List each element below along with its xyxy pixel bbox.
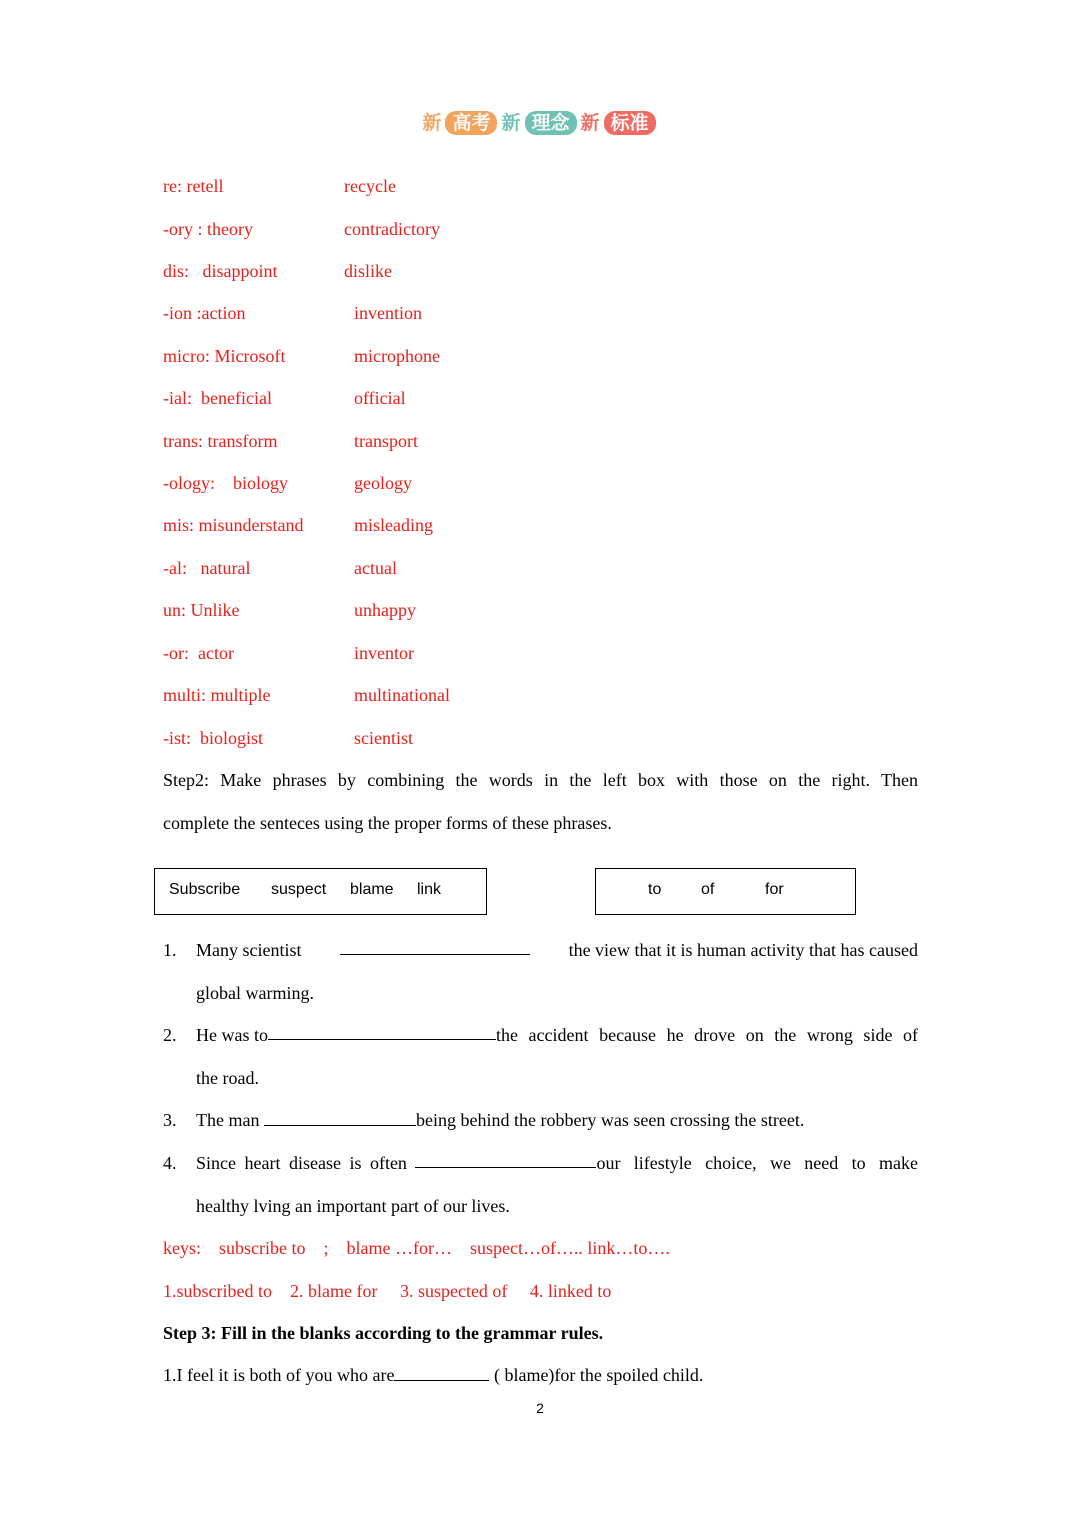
keys-line2: 1.subscribed to 2. blame for 3. suspected of 4. linked to (163, 1281, 612, 1301)
word-right: scientist (354, 728, 413, 748)
word-left: -or: actor (163, 643, 234, 663)
word-left: mis: misunderstand (163, 515, 304, 535)
word-right: transport (354, 431, 418, 451)
question-text: Many scientist (196, 940, 302, 960)
word-left: trans: transform (163, 431, 278, 451)
question-number: 4. (163, 1153, 177, 1173)
box-word: blame (350, 881, 394, 898)
word-left: -ion :action (163, 303, 246, 323)
box-word: link (417, 881, 442, 898)
answer-blank[interactable] (415, 1153, 596, 1168)
answer-blank[interactable] (264, 1111, 416, 1126)
box-word: suspect (271, 881, 327, 898)
right-word-box (595, 868, 856, 915)
word-right: misleading (354, 515, 433, 535)
header-logo (0, 108, 1080, 135)
logo-pill-1: 高考 (445, 111, 497, 135)
question-text: Since heart disease is often (196, 1153, 416, 1173)
word-right: official (354, 388, 406, 408)
box-word: for (765, 881, 784, 898)
question-text: The man (196, 1110, 264, 1130)
question-3-line1 (196, 1110, 804, 1131)
left-word-box (154, 868, 487, 915)
box-word: Subscribe (169, 881, 241, 898)
word-left: -al: natural (163, 558, 251, 578)
word-right: unhappy (354, 600, 416, 620)
answer-blank[interactable] (268, 1025, 496, 1040)
question-text: He was to (196, 1025, 268, 1045)
word-right: invention (354, 303, 422, 323)
question-number: 1. (163, 940, 177, 960)
logo-char-2: 新 (501, 112, 521, 134)
step3-question-1 (163, 1365, 703, 1386)
answer-blank[interactable] (340, 940, 530, 955)
word-left: micro: Microsoft (163, 346, 286, 366)
question-text: our lifestyle choice, we need to make (596, 1153, 918, 1173)
logo-char-1: 新 (422, 112, 442, 134)
question-text: the accident because he drove on the wrong side of (495, 1025, 918, 1045)
word-left: re: retell (163, 176, 224, 196)
page-number: 2 (536, 1400, 544, 1416)
answer-blank[interactable] (394, 1366, 489, 1381)
box-word: of (701, 881, 715, 898)
box-word: to (648, 881, 662, 898)
word-right: actual (354, 558, 397, 578)
question-4-line1 (196, 1153, 918, 1174)
step2-instruction-line1: Step2: Make phrases by combining the words in the left box with those on the right. Then (163, 770, 918, 790)
word-right: contradictory (344, 219, 440, 239)
logo-char-3: 新 (580, 112, 600, 134)
question-text: 1.I feel it is both of you who are (163, 1365, 395, 1385)
word-left: -ology: biology (163, 473, 288, 493)
question-text: healthy lving an important part of our lives. (196, 1196, 510, 1216)
question-text: global warming. (196, 983, 314, 1003)
question-text: ( blame)for the spoiled child. (489, 1365, 704, 1385)
question-text: being behind the robbery was seen crossing the street. (415, 1110, 805, 1130)
word-right: multinational (354, 685, 450, 705)
question-number: 2. (163, 1025, 177, 1045)
word-left: -ist: biologist (163, 728, 264, 748)
word-left: multi: multiple (163, 685, 271, 705)
logo-pill-3: 标准 (604, 111, 656, 135)
word-left: -ory : theory (163, 219, 253, 239)
word-right: geology (354, 473, 412, 493)
question-number: 3. (163, 1110, 177, 1130)
word-left: -ial: beneficial (163, 388, 272, 408)
word-left: dis: disappoint (163, 261, 278, 281)
step3-heading: Step 3: Fill in the blanks according to the grammar rules. (163, 1323, 604, 1343)
question-2-line1 (196, 1025, 918, 1046)
word-right: microphone (354, 346, 440, 366)
keys-line1: keys: subscribe to ; blame …for… suspect…of….. link…to…. (163, 1238, 670, 1258)
question-text: the road. (196, 1068, 259, 1088)
word-right: dislike (344, 261, 392, 281)
step2-instruction-line2: complete the senteces using the proper forms of these phrases. (163, 813, 612, 833)
question-text: the view that it is human activity that has caused (568, 940, 918, 960)
word-right: recycle (344, 176, 396, 196)
logo-pill-2: 理念 (525, 111, 577, 135)
word-right: inventor (354, 643, 414, 663)
word-left: un: Unlike (163, 600, 240, 620)
question-1-line1 (196, 940, 918, 961)
